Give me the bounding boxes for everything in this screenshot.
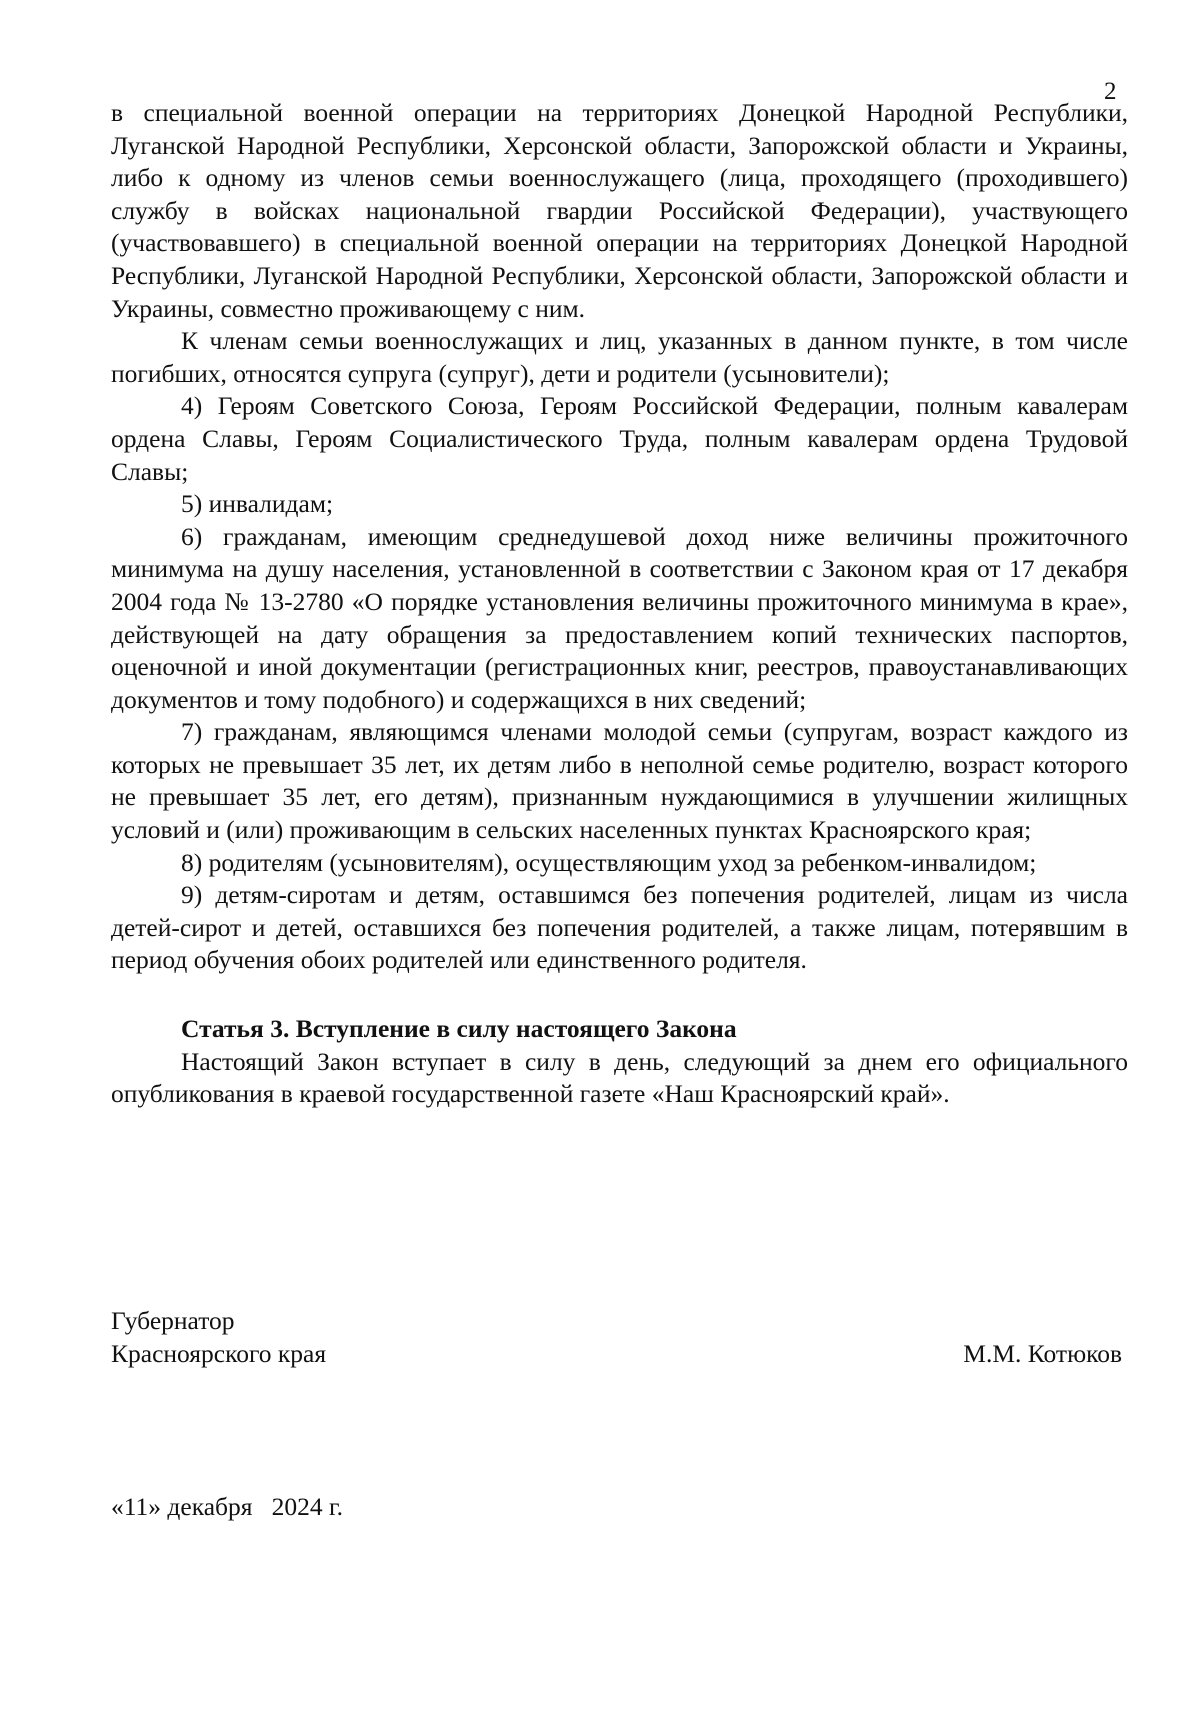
document-body	[111, 97, 1128, 1111]
paragraph-family-members: К членам семьи военнослужащих и лиц, указанных в данном пункте, в том числе погибших, относятся супруга (супруг), дети и родители (усыновители);	[111, 326, 1128, 388]
list-item-6: 6) гражданам, имеющим среднедушевой доход ниже величины прожиточного минимума на душу населения, установленной в соответствии с Законом края от 17 декабря 2004 года № 13-2780 «О порядке установления величины прожиточного минимума в крае», действующей на дату обращения за предоставлением копий технических паспортов, оценочной и иной документации (регистрационных книг, реестров, правоустанавливающих документов и тому подобного) и содержащихся в них сведений;	[111, 521, 1128, 714]
article-3-heading: Статья 3. Вступление в силу настоящего Закона	[181, 1014, 737, 1044]
page-number: 2	[1104, 78, 1117, 105]
list-item-7: 7) гражданам, являющимся членами молодой семьи (супругам, возраст каждого из которых не превышает 35 лет, их детям либо в неполной семье родителю, возраст которого не превышает 35 лет, его детям), признанным нуждающимися в улучшении жилищных условий и (или) проживающим в сельских населенных пунктах Красноярского края;	[111, 717, 1128, 845]
signatory-name: М.М. Котюков	[963, 1338, 1122, 1368]
article-3-text: Настоящий Закон вступает в силу в день, следующий за днем его официального опубликования в краевой государственной газете «Наш Красноярский край».	[111, 1046, 1128, 1109]
signatory-title-line-1: Губернатор	[111, 1306, 235, 1335]
signature-block	[111, 1305, 1128, 1370]
list-item-4: 4) Героям Советского Союза, Героям Российской Федерации, полным кавалерам ордена Славы, Героям Социалистического Труда, полным кавалерам ордена Трудовой Славы;	[111, 391, 1128, 486]
list-item-8: 8) родителям (усыновителям), осуществляющим уход за ребенком-инвалидом;	[181, 847, 1037, 877]
signatory-title	[111, 1305, 326, 1370]
signatory-title-line-2: Красноярского края	[111, 1338, 327, 1368]
paragraph-continuation: в специальной военной операции на территориях Донецкой Народной Республики, Луганской Народной Республики, Херсонской области, Запорожской области и Украины, либо к одному из членов семьи военнослужащего (лица, проходящего (проходившего) службу в войсках национальной гвардии Российской Федерации), участвующего (участвовавшего) в специальной военной операции на территориях Донецкой Народной Республики, Луганской Народной Республики, Херсонской области, Запорожской области и Украины, совместно проживающему с ним.	[111, 98, 1128, 323]
document-date: «11» декабря 2024 г.	[111, 1492, 343, 1521]
list-item-9: 9) детям-сиротам и детям, оставшимся без попечения родителей, лицам из числа детей-сирот и детей, оставшихся без попечения родителей, а также лицам, потерявшим в период обучения обоих родителей или единственного родителя.	[111, 880, 1128, 975]
list-item-5: 5) инвалидам;	[181, 489, 334, 519]
